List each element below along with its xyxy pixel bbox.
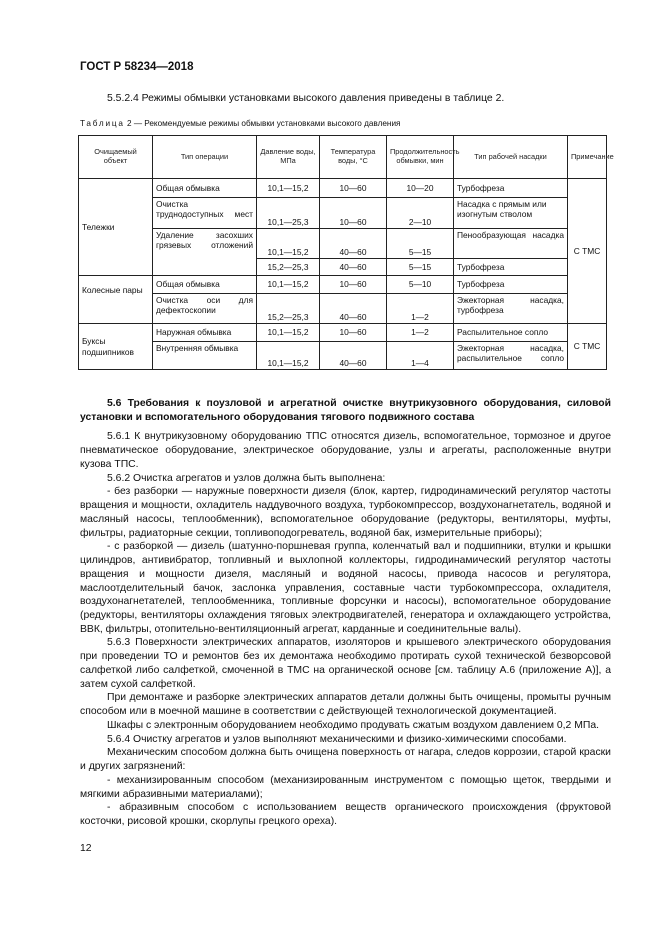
nozzle-cell: Турбофреза — [454, 179, 568, 198]
pressure-cell: 15,2—25,3 — [257, 294, 320, 324]
pressure-cell: 10,1—15,2 — [257, 342, 320, 370]
note-cell: С ТМС — [568, 324, 607, 370]
table-header-row — [79, 136, 607, 179]
duration-cell: 5—15 — [387, 259, 454, 276]
table-row — [79, 198, 607, 229]
nozzle-cell: Распылительное сопло — [454, 324, 568, 342]
table-row — [79, 342, 607, 370]
operation-cell: Общая обмывка — [153, 179, 257, 198]
nozzle-cell: Эжекторная насадка, распылительное сопло — [454, 342, 568, 370]
col-header-object: Очищаемый объект — [79, 136, 153, 179]
paragraph: 5.6.3 Поверхности электрических аппаратов, изоляторов и крышевого электрического оборудования при проведении ТО и ремонтов без их демонтажа необходимо протирать сухой технической безворсовой салфеткой либо салфеткой, смоченной в ТМС на органической основе [см. таблицу А.6 (приложение А)], а затем сухой салфеткой. — [80, 637, 611, 690]
pressure-cell: 10,1—15,2 — [257, 229, 320, 259]
pressure-cell: 10,1—15,2 — [257, 276, 320, 294]
temperature-cell: 10—60 — [320, 179, 387, 198]
paragraph: При демонтаже и разборке электрических аппаратов детали должны быть очищены, промыты ручным способом или в моечной машине в соответствии с действующей технологической документацией. — [80, 692, 611, 718]
operation-cell: Внутренняя обмывка — [153, 342, 257, 370]
duration-cell: 5—10 — [387, 276, 454, 294]
col-header-operation: Тип операции — [153, 136, 257, 179]
nozzle-cell: Пенообразующая насадка — [454, 229, 568, 259]
document-header: ГОСТ Р 58234—2018 — [80, 61, 194, 73]
nozzle-cell: Турбофреза — [454, 259, 568, 276]
temperature-cell: 40—60 — [320, 342, 387, 370]
col-header-temperature: Температура воды, °С — [320, 136, 387, 179]
pressure-cell: 10,1—15,2 — [257, 179, 320, 198]
paragraph: 5.6.1 К внутрикузовному оборудованию ТПС относятся дизель, вспомогательное, тормозное и другое пневматическое оборудование, электрическое оборудование, узлы и агрегаты, расположенные внутри кузова ТПС. — [80, 431, 611, 470]
nozzle-cell: Насадка с прямым или изогнутым стволом — [454, 198, 568, 229]
pressure-cell: 10,1—25,3 — [257, 198, 320, 229]
table-caption — [80, 119, 400, 128]
operation-cell: Наружная обмывка — [153, 324, 257, 342]
pressure-cell: 15,2—25,3 — [257, 259, 320, 276]
intro-paragraph: 5.5.2.4 Режимы обмывки установками высокого давления приведены в таблице 2. — [107, 93, 505, 104]
paragraph: - абразивным способом с использованием веществ органического происхождения (фруктовой косточки, рисовой крошки, скорлупы грецкого ореха). — [80, 802, 611, 828]
duration-cell: 10—20 — [387, 179, 454, 198]
operation-cell: Общая обмывка — [153, 276, 257, 294]
col-header-nozzle: Тип рабочей насадки — [454, 136, 568, 179]
paragraph: 5.6.4 Очистку агрегатов и узлов выполняют механическими и физико-химическими способами. — [107, 733, 567, 745]
col-header-duration: Продолжительность обмывки, мин — [387, 136, 454, 179]
temperature-cell: 10—60 — [320, 324, 387, 342]
page-number: 12 — [80, 843, 92, 854]
operation-cell: Очистка оси для дефектоскопии — [153, 294, 257, 324]
operation-cell: Очистка труднодоступных мест — [153, 198, 257, 229]
paragraph: - без разборки — наружные поверхности дизеля (блок, картер, гидродинамический регулятор частоты вращения и мощности, охладитель наддувочного воздуха, турбокомпрессор, воздухонагнетатель, водяной и масляный насосы, теплообменник), вспомогательное оборудование (редукторы, вентиляторы, муфты, фильтры, радиаторные секции, топливоподогреватель, водяной бак, измерительные приборы); — [80, 486, 611, 539]
paragraph: - механизированным способом (механизированным инструментом с помощью щеток, твердыми и мягкими абразивными материалами); — [80, 774, 611, 800]
duration-cell: 5—15 — [387, 229, 454, 259]
nozzle-cell: Эжекторная насадка, турбофреза — [454, 294, 568, 324]
object-cell-axleboxes: Буксы подшипников — [79, 324, 153, 370]
washing-modes-table — [78, 135, 614, 370]
pressure-cell: 10,1—15,2 — [257, 324, 320, 342]
duration-cell: 2—10 — [387, 198, 454, 229]
section-heading: 5.6 Требования к поузловой и агрегатной очистке внутрикузовного оборудования, силовой установки и вспомогательного оборудования тягового подвижного состава — [80, 398, 611, 423]
table-row — [79, 324, 607, 342]
table-row — [79, 229, 607, 259]
paragraph: Механическим способом должна быть очищена поверхность от нагара, следов коррозии, старой краски и других загрязнений: — [80, 747, 611, 773]
paragraph: - с разборкой — дизель (шатунно-поршневая группа, коленчатый вал и подшипники, втулки и крышки цилиндров, антивибратор, топливный и выхлопной коллекторы, гидродинамический регулятор частоты вращения и мощности дизеля, масляный и водяной насосы, привода насосов и регулятора, маслоотделительный бачок, заслонка управления, составные части турбокомпрессора, охладителя, воздухонагнетателей, теплообменника, топливные форсунки и насосы), вспомогательное оборудование (редукторы, вентиляторы охлаждения тяговых электродвигателей, генератора и охлаждающего устройства, ВВК, фильтры, отопительно-вентиляционный агрегат, карданные и соединительные валы). — [80, 541, 611, 635]
table-row — [79, 294, 607, 324]
paragraph: Шкафы с электронным оборудованием необходимо продувать сжатым воздухом давлением 0,2 МПа. — [107, 719, 600, 731]
section-body — [80, 397, 611, 829]
temperature-cell: 10—60 — [320, 276, 387, 294]
temperature-cell: 10—60 — [320, 198, 387, 229]
object-cell-wheelsets: Колесные пары — [79, 276, 153, 324]
temperature-cell: 40—60 — [320, 229, 387, 259]
duration-cell: 1—2 — [387, 324, 454, 342]
table-row — [79, 179, 607, 198]
duration-cell: 1—2 — [387, 294, 454, 324]
temperature-cell: 40—60 — [320, 294, 387, 324]
temperature-cell: 40—60 — [320, 259, 387, 276]
note-cell: С ТМС — [568, 179, 607, 324]
table-caption-label: Таблица — [80, 119, 125, 128]
col-header-note: Примечание — [568, 136, 607, 179]
col-header-pressure: Давление воды, МПа — [257, 136, 320, 179]
nozzle-cell: Турбофреза — [454, 276, 568, 294]
object-cell-bogies: Тележки — [79, 179, 153, 276]
table-caption-text: 2 — Рекомендуемые режимы обмывки установками высокого давления — [126, 119, 401, 128]
table-row — [79, 276, 607, 294]
operation-cell: Удаление засохших грязевых отложений — [153, 229, 257, 276]
paragraph: 5.6.2 Очистка агрегатов и узлов должна быть выполнена: — [107, 472, 386, 484]
duration-cell: 1—4 — [387, 342, 454, 370]
